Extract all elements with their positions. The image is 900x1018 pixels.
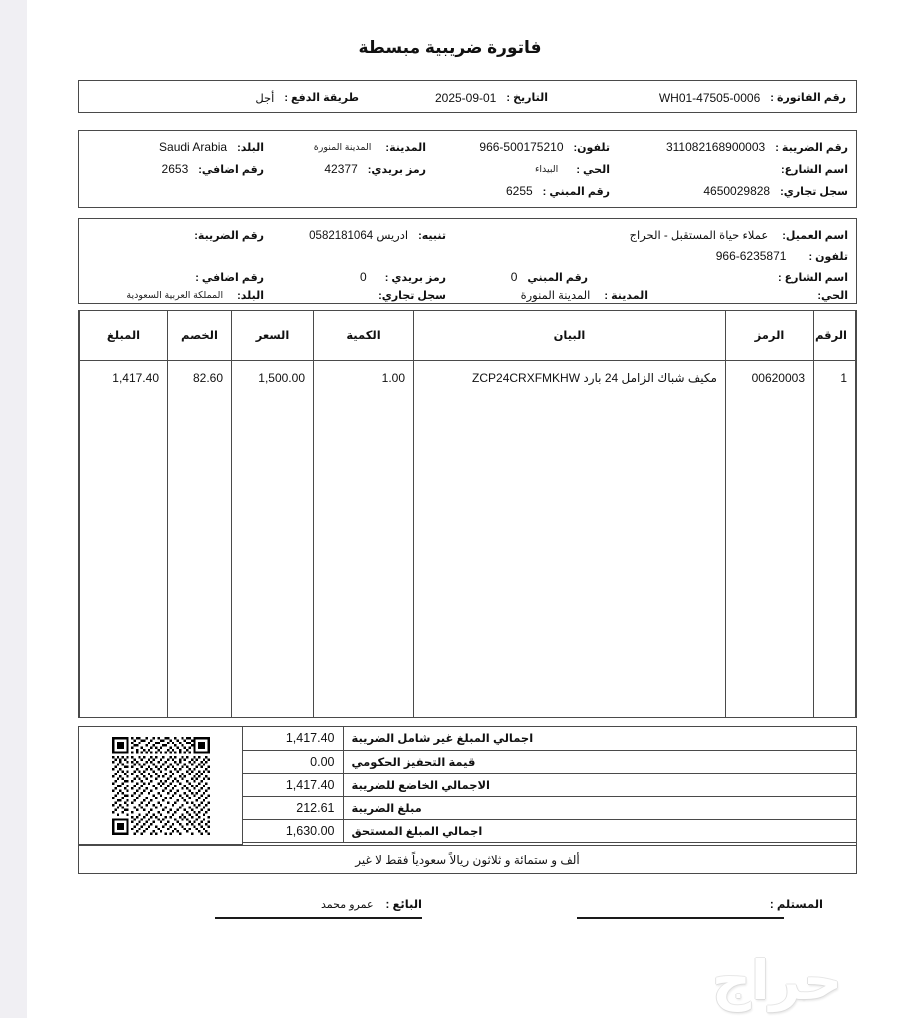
customer-country-value: المملكة العربية السعودية	[126, 289, 224, 301]
totals-row-govt-incentive	[243, 750, 856, 773]
invoice-meta-box	[78, 80, 857, 113]
seller-signature-label: البائع :	[385, 899, 422, 911]
totals-row-tax	[243, 796, 856, 819]
supplier-postal-label: رمز بريدي:	[367, 163, 426, 176]
customer-postal-label: رمز بريدي :	[384, 271, 446, 284]
qr-code-container	[79, 727, 243, 845]
supplier-phone-value: 966-500175210	[479, 140, 564, 154]
items-table-body	[80, 360, 856, 717]
customer-phone-field	[716, 245, 848, 267]
invoice-date-value: 2025-09-01	[434, 90, 497, 105]
seller-signature-line	[215, 917, 422, 919]
cell-amt: 1,417.40	[80, 360, 168, 717]
col-header-desc: البيان	[414, 311, 726, 360]
totals-row-taxable	[243, 773, 856, 796]
supplier-street-label: اسم الشارع:	[780, 163, 848, 176]
customer-attn-field	[309, 224, 446, 246]
customer-district-label: الحي:	[817, 289, 848, 302]
invoice-date-label: التاريخ :	[506, 92, 548, 104]
payment-method-value: أجل	[255, 92, 275, 105]
totals-box	[78, 726, 857, 874]
customer-country-label: البلد:	[237, 289, 264, 302]
invoice-number-field	[659, 81, 846, 114]
supplier-district-value: البيداء	[534, 163, 559, 175]
invoice-number-value: 0006-WH01-47505	[658, 90, 761, 105]
supplier-country-value: Saudi Arabia	[159, 140, 228, 154]
supplier-tax-no-label: رقم الضريبة :	[775, 141, 848, 154]
cell-disc: 82.60	[168, 360, 232, 717]
supplier-city-value: المدينة المنورة	[313, 141, 372, 153]
cell-desc: مكيف شباك الزامل 24 بارد ZCP24CRXFMKHW	[414, 360, 726, 717]
items-table	[79, 311, 856, 717]
customer-phone-value: 966-6235871	[715, 249, 787, 263]
invoice-date-field	[435, 81, 548, 114]
invoice-number-label: رقم الفاتورة :	[770, 92, 846, 104]
customer-info-box	[78, 218, 857, 304]
totals-value-subtotal: 1,417.40	[243, 727, 343, 750]
supplier-extra-no-value: 2653	[161, 162, 189, 176]
supplier-building-label: رقم المبني :	[542, 185, 610, 198]
col-header-no: الرقم	[814, 311, 856, 360]
supplier-building-value: 6255	[505, 184, 533, 198]
customer-city-value: المدينة المنورة	[520, 290, 591, 302]
supplier-cr-value: 4650029828	[703, 184, 771, 198]
customer-building-value: 0	[510, 270, 518, 284]
customer-attn-value: ادريس 0582181064	[309, 230, 409, 242]
left-gutter-strip	[0, 0, 27, 1018]
supplier-postal-value: 42377	[324, 162, 358, 176]
supplier-extra-no-label: رقم اضافي:	[198, 163, 264, 176]
customer-district-field	[807, 284, 848, 306]
supplier-city-label: المدينة:	[385, 141, 426, 154]
supplier-cr-field	[703, 180, 848, 202]
cell-qty: 1.00	[314, 360, 414, 717]
customer-phone-label: تلفون :	[808, 250, 848, 263]
customer-cr-label: سجل تجاري:	[378, 289, 446, 302]
items-table-head	[80, 311, 856, 360]
payment-method-label: طريقة الدفع :	[284, 92, 359, 104]
col-header-price: السعر	[232, 311, 314, 360]
page-title: فاتورة ضريبية مبسطة	[358, 38, 542, 57]
supplier-cr-label: سجل تجاري:	[780, 185, 848, 198]
col-header-amt: المبلغ	[80, 311, 168, 360]
customer-tax-no-label: رقم الضريبة:	[194, 229, 264, 242]
supplier-phone-field	[479, 136, 610, 158]
customer-extra-no-label: رقم اضافي :	[195, 271, 264, 284]
seller-signature-value: عمرو محمد	[321, 899, 374, 911]
supplier-phone-label: تلفون:	[573, 141, 610, 154]
totals-label-grand: اجمالي المبلغ المستحق	[343, 819, 856, 842]
haraj-watermark: حراج	[712, 951, 842, 1011]
amount-in-words-row	[79, 845, 856, 874]
items-table-box	[78, 310, 857, 718]
items-header-row	[80, 311, 856, 360]
customer-building-label: رقم المبني	[527, 271, 588, 284]
totals-value-govt-incentive: 0.00	[243, 750, 343, 773]
customer-street-label: اسم الشارع :	[777, 271, 848, 284]
supplier-extra-no-field	[162, 158, 264, 180]
col-header-disc: الخصم	[168, 311, 232, 360]
customer-name-field	[630, 224, 848, 246]
supplier-street-field	[771, 158, 848, 180]
table-row	[80, 360, 856, 717]
customer-country-field	[126, 284, 264, 306]
receiver-signature-label: المستلم :	[769, 899, 823, 911]
customer-postal-value: 0	[360, 270, 367, 284]
supplier-district-label: الحي :	[576, 163, 610, 176]
supplier-info-box	[78, 130, 857, 208]
totals-value-tax: 212.61	[243, 796, 343, 819]
col-header-qty: الكمية	[314, 311, 414, 360]
receiver-signature-line	[577, 917, 784, 919]
cell-price: 1,500.00	[232, 360, 314, 717]
totals-label-taxable: الاجمالي الخاضع للضريبة	[343, 773, 856, 796]
cell-code: 00620003	[726, 360, 814, 717]
seller-signature-field	[321, 897, 422, 911]
supplier-tax-no-value: 311082168900003	[665, 140, 766, 154]
totals-label-tax: مبلغ الضريبة	[343, 796, 856, 819]
supplier-country-label: البلد:	[237, 141, 264, 154]
supplier-country-field	[159, 136, 264, 158]
customer-name-value: عملاء حياة المستقبل - الحراج	[629, 230, 769, 242]
payment-method-field	[255, 81, 359, 114]
totals-value-taxable: 1,417.40	[243, 773, 343, 796]
receiver-signature-field	[758, 897, 823, 911]
amount-in-words: ألف و ستمائة و ثلاثون ريالاً سعودياً فقط لا غير	[355, 853, 580, 867]
customer-attn-label: تنبيه:	[418, 229, 446, 242]
customer-city-label: المدينة :	[604, 289, 648, 302]
supplier-city-field	[314, 136, 426, 158]
col-header-code: الرمز	[726, 311, 814, 360]
supplier-postal-field	[324, 158, 426, 180]
totals-label-subtotal: اجمالي المبلغ غير شامل الضريبة	[343, 727, 856, 750]
supplier-district-field	[535, 158, 610, 180]
supplier-building-field	[506, 180, 610, 202]
customer-name-label: اسم العميل:	[782, 229, 848, 242]
customer-cr-field	[368, 284, 446, 306]
customer-city-field	[521, 284, 648, 306]
customer-tax-no-field	[184, 224, 264, 246]
supplier-tax-no-field	[666, 136, 848, 158]
totals-label-govt-incentive: قيمة التحفيز الحكومي	[343, 750, 856, 773]
totals-row-subtotal	[243, 727, 856, 750]
cell-no: 1	[814, 360, 856, 717]
totals-value-grand: 1,630.00	[243, 819, 343, 842]
qr-code	[112, 737, 210, 835]
totals-table	[243, 727, 856, 843]
totals-row-grand	[243, 819, 856, 842]
